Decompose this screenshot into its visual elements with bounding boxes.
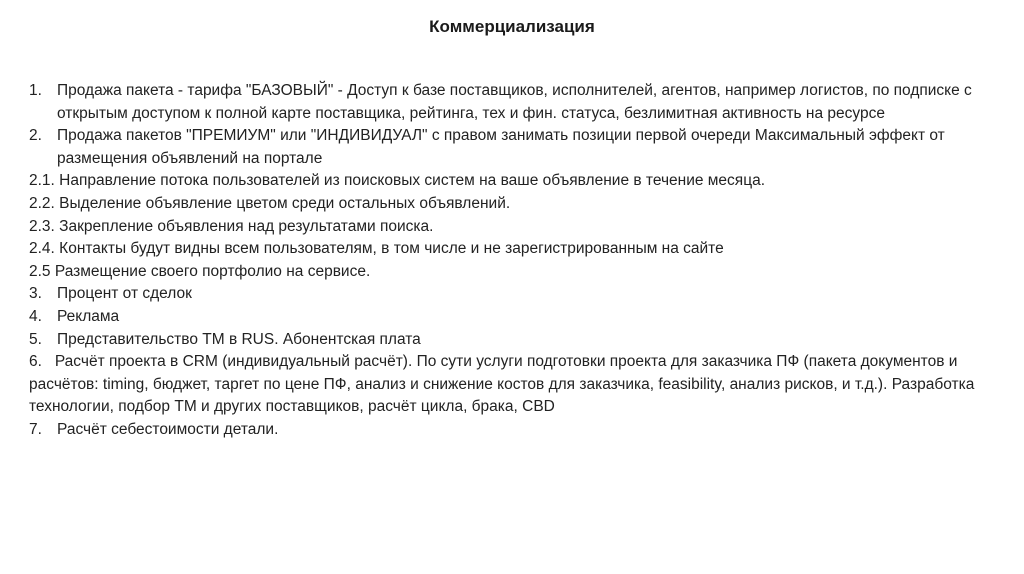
list-item-2-2 <box>29 193 1004 216</box>
list-item-2-3 <box>29 216 1004 239</box>
list-item-number: 2.5 <box>29 262 51 280</box>
list-item-number: 2. <box>29 127 42 145</box>
list-item-number: 7. <box>29 420 42 438</box>
list-item-number: 1. <box>29 82 42 99</box>
list-item-number: 2.2. <box>29 194 55 212</box>
list-item-number: 4. <box>29 307 42 325</box>
list-item-text: Размещение своего портфолио на сервисе. <box>54 262 371 280</box>
list-item-4 <box>29 306 1004 329</box>
list-item-text: Продажа пакетов "ПРЕМИУМ" или "ИНДИВИДУАЛ" с правом занимать позиции первой очереди Максимальный эффект от размещения объявлений на портале <box>57 127 945 167</box>
list-item-2-4 <box>29 238 1004 261</box>
list-item-text: Закрепление объявления над результатами поиска. <box>59 217 434 235</box>
slide-content <box>29 80 1004 442</box>
list-item-number: 6. <box>29 353 42 371</box>
list-item-5 <box>29 329 1004 352</box>
list-item-text: Продажа пакета - тарифа "БАЗОВЫЙ" - Доступ к базе поставщиков, исполнителей, агентов, например логистов, по подписке с открытым доступом к полной карте поставщика, рейтинга, тех и фин. статуса, безлимитная активность на ресурсе <box>57 82 972 122</box>
list-item-number: 5. <box>29 330 42 348</box>
list-item-1 <box>29 80 1004 125</box>
list-item-number: 2.4. <box>29 240 55 258</box>
list-item-number: 3. <box>29 285 42 303</box>
list-item-2 <box>29 125 1004 170</box>
list-item-text: Расчёт себестоимости детали. <box>57 420 279 438</box>
list-item-text: Контакты будут видны всем пользователям, в том числе и не зарегистрированным на сайте <box>59 240 724 258</box>
list-item-text: Расчёт проекта в CRM (индивидуальный расчёт). По сути услуги подготовки проекта для заказчика ПФ (пакета документов и расчётов: timing, бюджет, таргет по цене ПФ, анализ и снижение костов для заказчика, feasibility, анализ рисков, и т.д.). Разработка технологии, подбор ТМ и других поставщиков, расчёт цикла, брака, CBD <box>29 353 975 416</box>
list-item-2-1 <box>29 170 1004 193</box>
list-item-text: Направление потока пользователей из поисковых систем на ваше объявление в течение месяца. <box>59 172 766 190</box>
slide-title: Коммерциализация <box>429 17 595 36</box>
list-item-text: Процент от сделок <box>57 285 192 303</box>
list-item-number: 2.3. <box>29 217 55 235</box>
list-item-text: Выделение объявление цветом среди остальных объявлений. <box>59 194 511 212</box>
list-item-3 <box>29 283 1004 306</box>
list-item-text: Реклама <box>57 307 120 325</box>
list-item-6 <box>29 351 1004 419</box>
list-item-number: 2.1. <box>29 172 55 190</box>
list-item-text: Представительство ТМ в RUS. Абонентская плата <box>57 330 421 348</box>
list-item-2-5 <box>29 261 1004 284</box>
list-item-7 <box>29 419 1004 442</box>
